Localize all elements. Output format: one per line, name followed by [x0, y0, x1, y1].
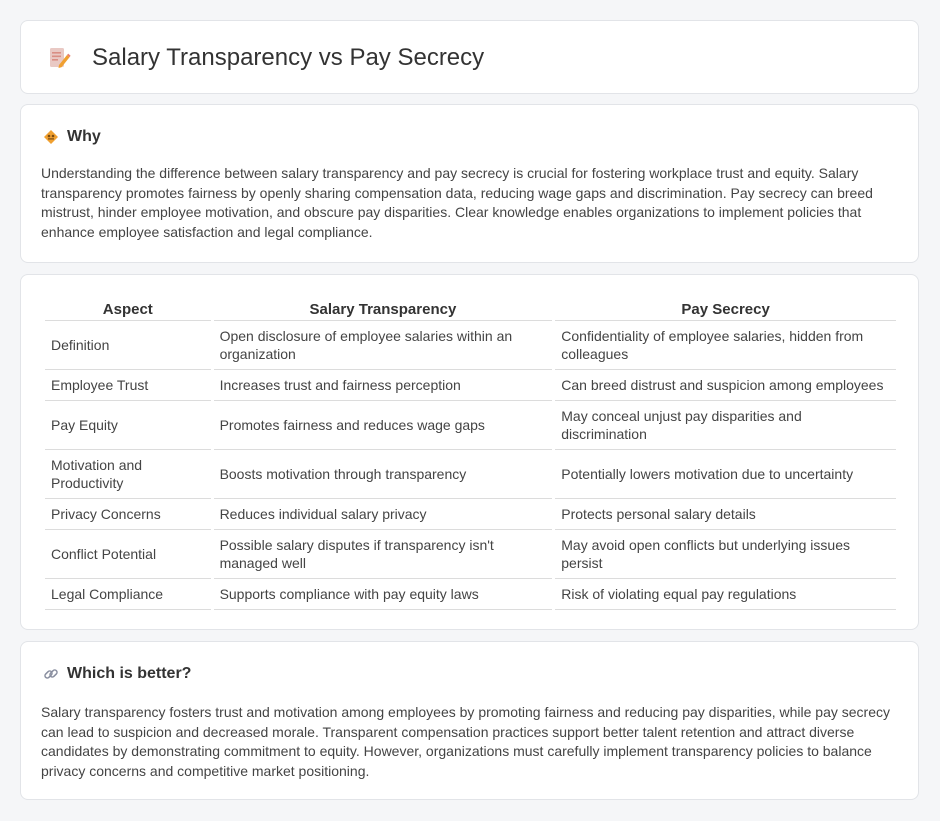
secrecy-cell: Protects personal salary details	[555, 499, 896, 530]
header-pay-secrecy: Pay Secrecy	[555, 295, 896, 321]
header-aspect: Aspect	[45, 295, 211, 321]
why-text: Understanding the difference between salary transparency and pay secrecy is crucial for fostering workplace trust and equity. Salary transparency promotes fairness by openly sharing compensation data, reducing wage gaps and discrimination. Pay secrecy can breed mistrust, hinder employee motivation, and obscure pay disparities. Clear knowledge enables organizations to implement policies that enhance employee satisfaction and legal compliance.	[41, 165, 873, 240]
secrecy-cell: Can breed distrust and suspicion among employees	[555, 370, 896, 401]
aspect-cell: Conflict Potential	[45, 530, 211, 579]
aspect-cell: Definition	[45, 321, 211, 370]
comparison-table	[42, 295, 899, 610]
why-heading: Why	[67, 128, 101, 145]
which-better-section	[20, 641, 919, 800]
comparison-card	[20, 274, 919, 630]
secrecy-cell: May avoid open conflicts but underlying issues persist	[555, 530, 896, 579]
diamond-sign-icon	[43, 129, 59, 145]
why-section	[20, 104, 919, 263]
aspect-cell: Pay Equity	[45, 401, 211, 450]
better-heading: Which is better?	[67, 665, 192, 682]
transparency-cell: Increases trust and fairness perception	[214, 370, 553, 401]
why-header	[43, 127, 101, 147]
secrecy-cell: Risk of violating equal pay regulations	[555, 579, 896, 610]
header-salary-transparency: Salary Transparency	[214, 295, 553, 321]
table-header-row	[45, 295, 896, 321]
table-row	[45, 321, 896, 370]
transparency-cell: Supports compliance with pay equity laws	[214, 579, 553, 610]
link-icon	[43, 666, 59, 682]
secrecy-cell: Potentially lowers motivation due to uncertainty	[555, 450, 896, 499]
secrecy-cell: Confidentiality of employee salaries, hidden from colleagues	[555, 321, 896, 370]
table-row	[45, 530, 896, 579]
better-text: Salary transparency fosters trust and motivation among employees by promoting fairness and reducing pay disparities, while pay secrecy can lead to suspicion and decreased morale. Transparent compensation practices support better talent retention and attract diverse candidates by demonstrating commitment to equity. However, organizations must carefully implement transparency policies to balance privacy concerns and competitive market positioning.	[41, 704, 890, 779]
transparency-cell: Possible salary disputes if transparency isn't managed well	[214, 530, 553, 579]
document-edit-icon	[47, 46, 71, 70]
transparency-cell: Boosts motivation through transparency	[214, 450, 553, 499]
transparency-cell: Promotes fairness and reduces wage gaps	[214, 401, 553, 450]
table-row	[45, 499, 896, 530]
aspect-cell: Employee Trust	[45, 370, 211, 401]
secrecy-cell: May conceal unjust pay disparities and discrimination	[555, 401, 896, 450]
aspect-cell: Legal Compliance	[45, 579, 211, 610]
table-row	[45, 450, 896, 499]
page-title: Salary Transparency vs Pay Secrecy	[92, 44, 485, 71]
table-row	[45, 401, 896, 450]
title-card	[20, 20, 919, 94]
aspect-cell: Motivation and Productivity	[45, 450, 211, 499]
better-header	[43, 664, 191, 684]
transparency-cell: Reduces individual salary privacy	[214, 499, 553, 530]
aspect-cell: Privacy Concerns	[45, 499, 211, 530]
transparency-cell: Open disclosure of employee salaries within an organization	[214, 321, 553, 370]
table-row	[45, 370, 896, 401]
table-row	[45, 579, 896, 610]
